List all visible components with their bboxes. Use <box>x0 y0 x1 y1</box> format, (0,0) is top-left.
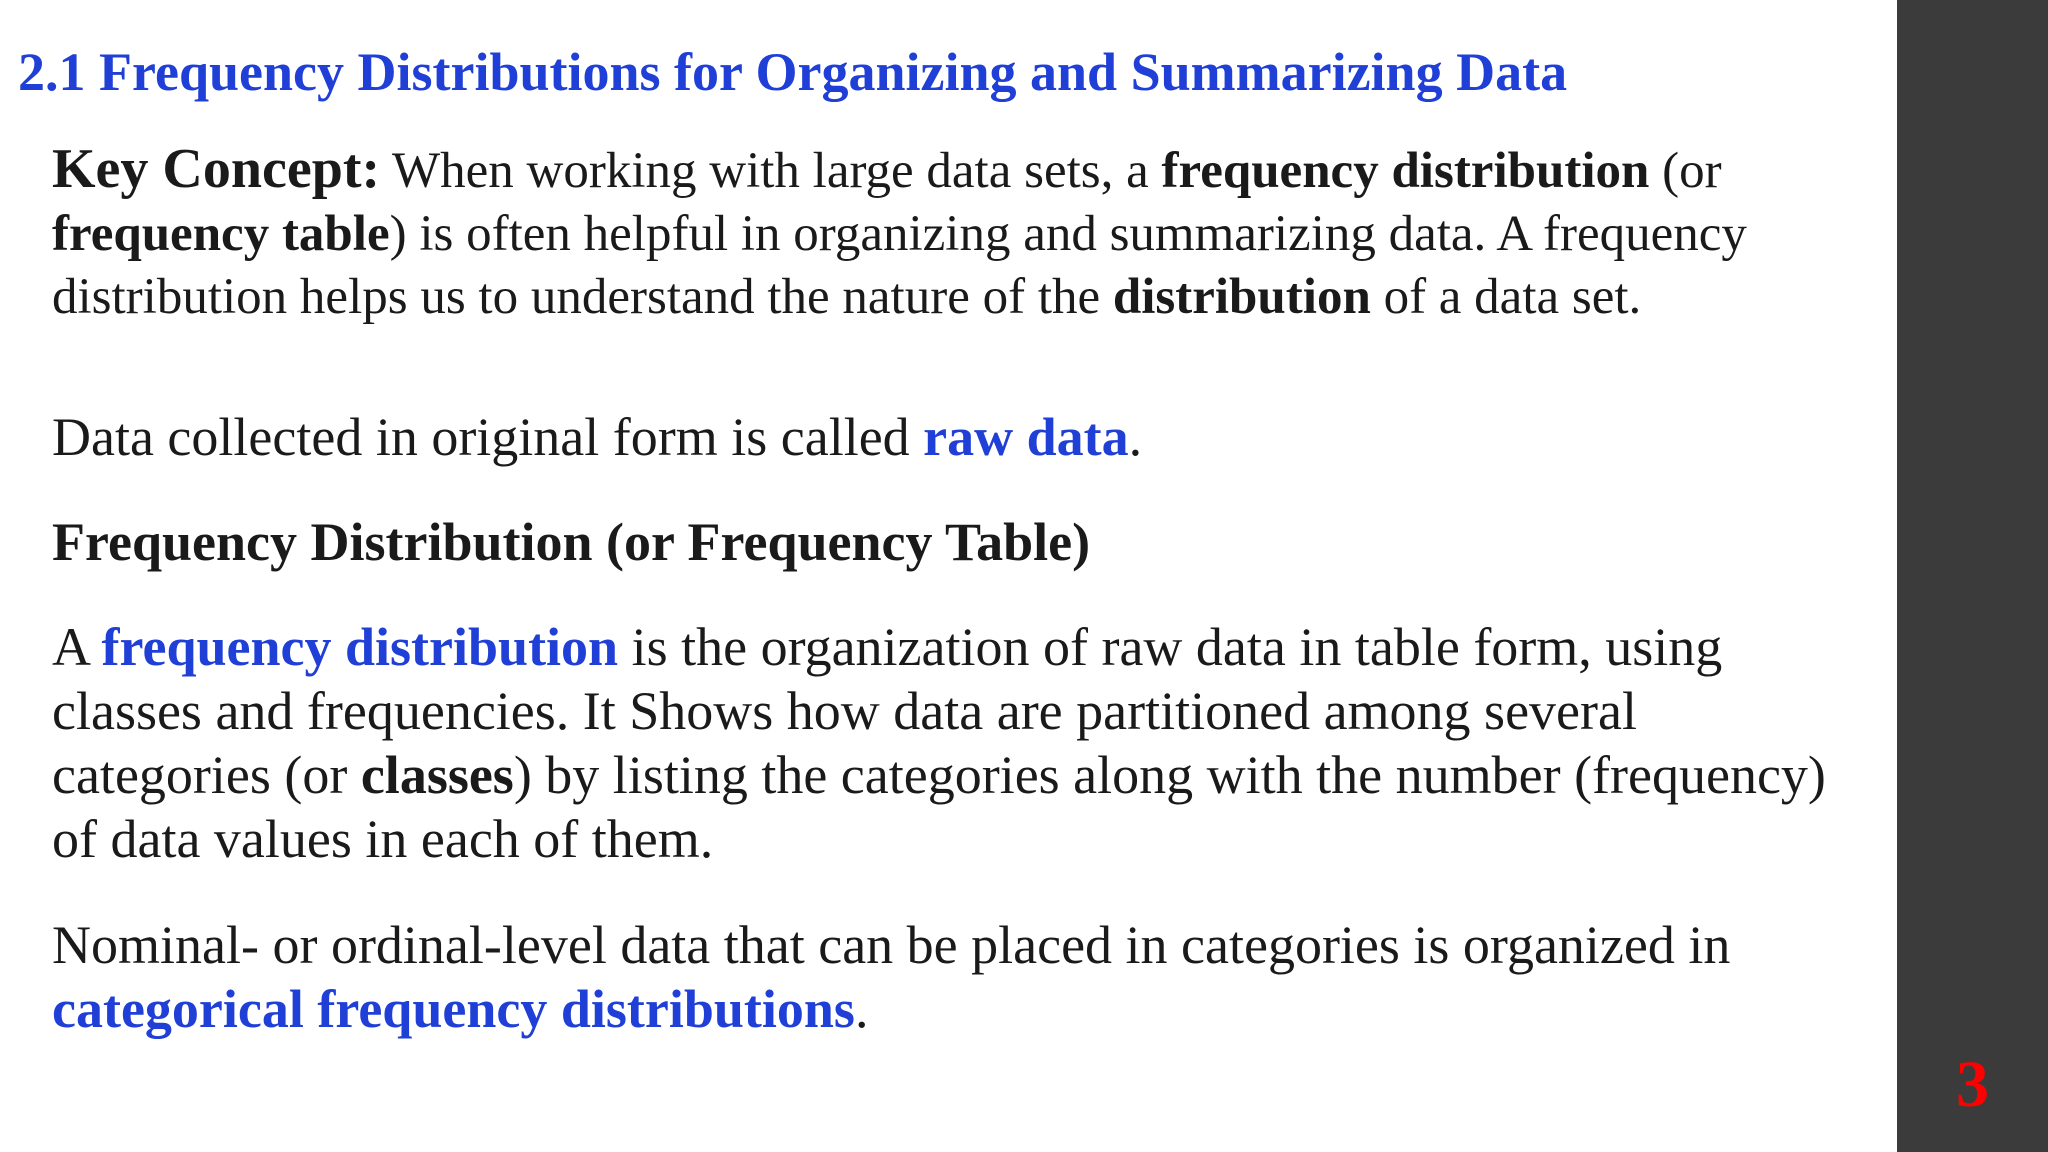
term-frequency-table: frequency table <box>52 206 390 262</box>
section-heading: Frequency Distribution (or Frequency Table) <box>52 512 1091 572</box>
term-classes: classes <box>360 745 514 805</box>
term-raw-data: raw data <box>923 407 1129 467</box>
raw-data-paragraph <box>52 405 1832 469</box>
key-concept-text-1: When working with large data sets, a <box>380 143 1162 199</box>
term-frequency-distribution: frequency distribution <box>1161 143 1650 199</box>
slide-title: 2.1 Frequency Distributions for Organizing and Summarizing Data <box>18 42 1568 102</box>
key-concept-text-3: ) is often helpful in organizing and summarizing data. A frequency distribution helps us to understand the nature of the <box>52 206 1747 325</box>
page-number: 3 <box>1956 1048 1989 1121</box>
raw-data-text-1: Data collected in original form is called <box>52 407 924 467</box>
key-concept-paragraph <box>52 138 1832 329</box>
key-concept-label: Key Concept: <box>52 138 381 200</box>
frequency-def-text-1: A <box>52 617 102 677</box>
right-sidebar <box>1897 0 2048 1152</box>
term-distribution: distribution <box>1112 269 1371 325</box>
term-categorical-frequency-distributions: categorical frequency distributions <box>52 979 855 1039</box>
nominal-paragraph <box>52 913 1832 1041</box>
key-concept-text-2: (or <box>1649 143 1722 199</box>
nominal-text-1: Nominal- or ordinal-level data that can be placed in categories is organized in <box>52 915 1731 975</box>
frequency-definition-paragraph <box>52 615 1832 871</box>
term-frequency-distribution-def: frequency distribution <box>101 617 619 677</box>
raw-data-text-2: . <box>1128 407 1143 467</box>
nominal-text-2: . <box>854 979 869 1039</box>
frequency-def-text-3: ) by listing the categories along with the number (frequency) of data values in each of them. <box>52 745 1826 869</box>
frequency-def-text-2: is the organization of raw data in table form, using classes and frequencies. It Shows how data are partitioned among several categories (or <box>52 617 1723 805</box>
key-concept-text-4: of a data set. <box>1370 269 1642 325</box>
